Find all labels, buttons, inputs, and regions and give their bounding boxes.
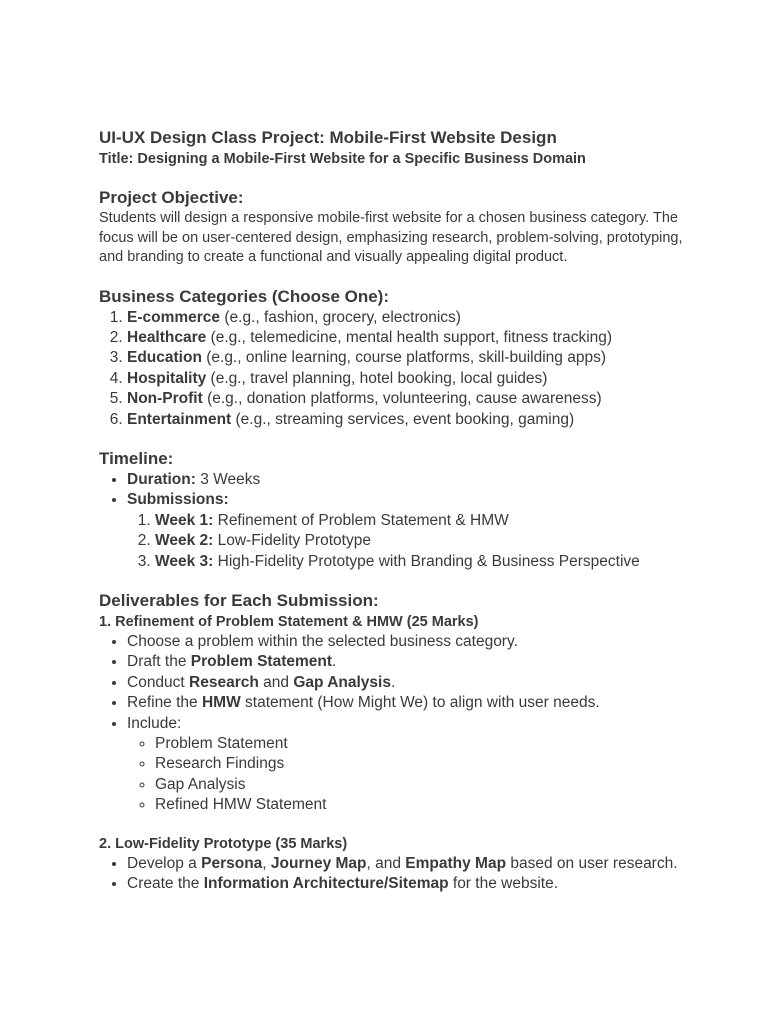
submissions-item	[127, 490, 699, 572]
category-desc: (e.g., telemedicine, mental health support, fitness tracking)	[206, 328, 613, 346]
list-item-text: Choose a problem within the selected business category.	[127, 632, 518, 650]
timeline-list	[99, 470, 699, 572]
include-list	[127, 734, 699, 816]
list-item-text: and	[258, 673, 294, 691]
include-item: ◦ Problem Statement	[155, 734, 699, 754]
list-item-text: statement (How Might We) to align with user needs.	[240, 694, 600, 712]
category-name: E-commerce	[127, 308, 221, 326]
list-item	[127, 874, 699, 894]
category-name: Education	[127, 349, 202, 367]
section1-list	[99, 632, 699, 816]
list-item-text: Draft the	[127, 653, 191, 671]
section1-title: 1. Refinement of Problem Statement & HMW (25 Marks)	[99, 613, 479, 630]
category-desc: (e.g., online learning, course platforms, skill-building apps)	[201, 349, 606, 367]
list-item-bold: Persona	[201, 854, 263, 872]
weeks-list	[127, 511, 699, 572]
category-name: Hospitality	[127, 369, 207, 387]
document-page	[99, 127, 699, 894]
list-item-text: .	[332, 653, 337, 671]
list-item-bold: Empathy Map	[405, 854, 507, 872]
category-desc: (e.g., fashion, grocery, electronics)	[220, 308, 461, 326]
list-item-text: , and	[366, 854, 406, 872]
duration-value: 3 Weeks	[195, 470, 261, 488]
category-item	[127, 410, 699, 430]
week-item	[155, 511, 699, 531]
document-title: UI-UX Design Class Project: Mobile-First Website Design	[99, 128, 557, 147]
week-item	[155, 531, 699, 551]
list-item-text: .	[390, 673, 396, 691]
category-item	[127, 348, 699, 368]
list-item-bold: HMW	[201, 694, 241, 712]
category-name: Non-Profit	[127, 390, 203, 408]
list-item-text: Include:	[127, 714, 182, 732]
list-item-text: Create the	[127, 875, 204, 893]
include-item: ◦ Research Findings	[155, 754, 699, 774]
document-subtitle: Title: Designing a Mobile-First Website for a Specific Business Domain	[99, 151, 586, 167]
week-text: Low-Fidelity Prototype	[213, 532, 371, 550]
list-item	[127, 673, 699, 693]
list-item-text: ,	[262, 854, 271, 872]
list-item-bold: Information Architecture/Sitemap	[203, 875, 449, 893]
list-item	[127, 714, 699, 816]
objective-text: Students will design a responsive mobile-first website for a chosen business category. The focus will be on user-centered design, emphasizing research, problem-solving, prototyping, and branding to create a functional and visually appealing digital product.	[99, 210, 683, 265]
list-item-bold: Problem Statement	[190, 653, 333, 671]
categories-list	[99, 308, 699, 430]
week-text: High-Fidelity Prototype with Branding & Business Perspective	[213, 552, 640, 570]
list-item-text: Develop a	[127, 854, 202, 872]
category-desc: (e.g., donation platforms, volunteering, cause awareness)	[202, 390, 602, 408]
list-item-text: Refine the	[127, 694, 202, 712]
category-item	[127, 328, 699, 348]
section2-list	[99, 854, 699, 895]
objective-heading: Project Objective:	[99, 188, 244, 207]
week-label: Week 1:	[155, 511, 214, 529]
week-label: Week 2:	[155, 532, 214, 550]
list-item	[127, 632, 699, 652]
category-item	[127, 308, 699, 328]
list-item-bold: Research	[189, 673, 259, 691]
category-item	[127, 369, 699, 389]
list-item-text: for the website.	[448, 875, 558, 893]
timeline-heading: Timeline:	[99, 448, 174, 468]
week-text: Refinement of Problem Statement & HMW	[213, 511, 509, 529]
deliverables-heading: Deliverables for Each Submission:	[99, 590, 379, 610]
list-item-text: Conduct	[127, 673, 190, 691]
duration-item	[127, 470, 699, 490]
list-item-bold: Gap Analysis	[293, 673, 391, 691]
categories-heading: Business Categories (Choose One):	[99, 286, 390, 306]
list-item-bold: Journey Map	[270, 854, 367, 872]
include-item: ◦ Refined HMW Statement	[155, 795, 699, 815]
category-desc: (e.g., travel planning, hotel booking, local guides)	[206, 369, 548, 387]
category-desc: (e.g., streaming services, event booking, gaming)	[231, 410, 575, 428]
week-item	[155, 552, 699, 572]
list-item	[127, 854, 699, 874]
list-item	[127, 693, 699, 713]
category-name: Entertainment	[127, 410, 232, 428]
list-item	[127, 652, 699, 672]
list-item-text: based on user research.	[506, 854, 678, 872]
week-label: Week 3:	[155, 552, 214, 570]
section2-title: 2. Low-Fidelity Prototype (35 Marks)	[99, 835, 348, 852]
include-item: ◦ Gap Analysis	[155, 775, 699, 795]
category-item	[127, 389, 699, 409]
duration-label: Duration:	[127, 470, 196, 488]
submissions-label: Submissions:	[127, 491, 229, 509]
category-name: Healthcare	[127, 328, 207, 346]
